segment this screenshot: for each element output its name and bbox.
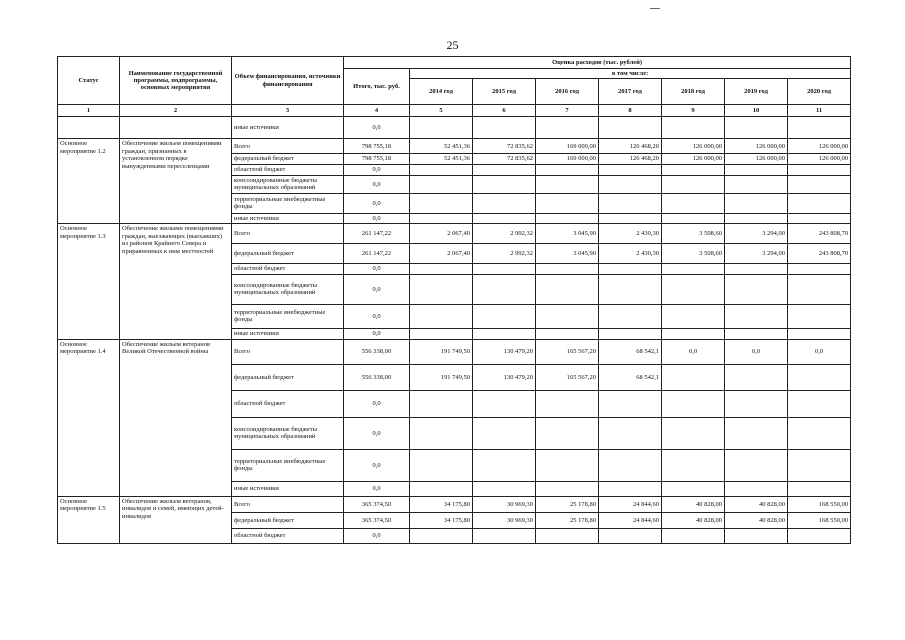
row-year-value: 30 969,30 xyxy=(473,496,536,512)
row-year-value xyxy=(599,528,662,543)
row-year-value xyxy=(473,164,536,175)
row-financing-source: территориальные внебюджетные фонды xyxy=(232,193,344,213)
header-name: Наименование государственной программы, подпрограммы, основных мероприятия xyxy=(120,57,232,105)
row-program-name: Обеспечение жилыми помещениями граждан, выезжающих (выехавших) из районов Крайнего Севера и приравненных к ним местностей xyxy=(120,224,232,339)
row-year-value: 126 000,00 xyxy=(788,139,851,154)
row-total: 0,0 xyxy=(344,390,410,417)
row-program-name: Обеспечение жильем ветеранов, инвалидов и семей, имеющих детей-инвалидов xyxy=(120,496,232,543)
row-year-value xyxy=(599,274,662,304)
row-total: 365 374,50 xyxy=(344,512,410,528)
row-year-value xyxy=(473,417,536,449)
scan-mark xyxy=(650,8,660,9)
row-year-value: 130 479,20 xyxy=(473,364,536,390)
row-total: 0,0 xyxy=(344,117,410,139)
row-year-value: 68 542,1 xyxy=(599,364,662,390)
row-year-value xyxy=(473,449,536,481)
row-year-value xyxy=(725,274,788,304)
row-year-value xyxy=(599,328,662,339)
column-number: 4 xyxy=(344,105,410,117)
row-financing-source: Всего xyxy=(232,139,344,154)
row-financing-source: Всего xyxy=(232,224,344,244)
row-year-value xyxy=(788,264,851,274)
row-year-value xyxy=(788,364,851,390)
row-year-value: 126 468,20 xyxy=(599,154,662,164)
row-year-value xyxy=(725,175,788,193)
row-year-value: 2 992,32 xyxy=(473,224,536,244)
row-total: 0,0 xyxy=(344,274,410,304)
row-status: Основное мероприятие 1.2 xyxy=(58,139,120,224)
row-year-value: 25 178,80 xyxy=(536,496,599,512)
row-year-value: 40 828,00 xyxy=(725,512,788,528)
row-year-value: 126 000,00 xyxy=(788,154,851,164)
header-including: в том числе: xyxy=(410,69,851,79)
row-financing-source: иные источники xyxy=(232,328,344,339)
row-financing-source: областной бюджет xyxy=(232,390,344,417)
row-year-value xyxy=(410,193,473,213)
row-year-value xyxy=(473,304,536,328)
row-year-value xyxy=(410,528,473,543)
row-year-value: 25 178,80 xyxy=(536,512,599,528)
row-year-value xyxy=(725,117,788,139)
row-year-value xyxy=(725,481,788,496)
row-year-value xyxy=(788,328,851,339)
row-year-value xyxy=(662,274,725,304)
row-financing-source: областной бюджет xyxy=(232,528,344,543)
row-year-value xyxy=(788,449,851,481)
row-year-value xyxy=(599,264,662,274)
row-financing-source: консолидированные бюджеты муниципальных образований xyxy=(232,274,344,304)
row-year-value xyxy=(788,274,851,304)
header-estimate: Оценка расходов (тыс. рублей) xyxy=(344,57,851,69)
row-year-value xyxy=(473,175,536,193)
header-source: Объем финансирования, источники финансирования xyxy=(232,57,344,105)
row-year-value: 3 508,60 xyxy=(662,224,725,244)
row-year-value xyxy=(788,304,851,328)
row-year-value: 130 479,20 xyxy=(473,339,536,364)
row-total: 0,0 xyxy=(344,449,410,481)
row-year-value xyxy=(725,449,788,481)
row-year-value: 169 000,00 xyxy=(536,139,599,154)
row-total: 0,0 xyxy=(344,528,410,543)
row-year-value xyxy=(662,417,725,449)
header-year: 2014 год xyxy=(410,79,473,105)
column-number: 7 xyxy=(536,105,599,117)
row-year-value xyxy=(410,213,473,223)
row-year-value xyxy=(599,193,662,213)
row-program-name: Обеспечение жильем помещениями граждан, признанных в установленном порядке вынужденными переселенцами xyxy=(120,139,232,224)
row-year-value xyxy=(662,364,725,390)
row-year-value xyxy=(536,213,599,223)
header-year: 2018 год xyxy=(662,79,725,105)
row-financing-source: областной бюджет xyxy=(232,164,344,175)
column-number: 2 xyxy=(120,105,232,117)
row-financing-source: областной бюджет xyxy=(232,264,344,274)
row-year-value xyxy=(788,417,851,449)
row-year-value: 52 451,36 xyxy=(410,139,473,154)
row-year-value xyxy=(536,417,599,449)
row-year-value: 3 294,00 xyxy=(725,244,788,264)
row-year-value: 2 992,32 xyxy=(473,244,536,264)
column-number: 10 xyxy=(725,105,788,117)
row-year-value xyxy=(599,164,662,175)
row-year-value: 40 828,00 xyxy=(725,496,788,512)
row-status: Основное мероприятие 1.3 xyxy=(58,224,120,339)
row-year-value xyxy=(536,390,599,417)
row-year-value xyxy=(662,449,725,481)
row-year-value xyxy=(725,193,788,213)
row-year-value xyxy=(599,175,662,193)
row-year-value xyxy=(473,528,536,543)
row-year-value xyxy=(725,264,788,274)
row-year-value xyxy=(662,117,725,139)
row-year-value xyxy=(599,449,662,481)
row-year-value xyxy=(788,528,851,543)
row-year-value: 0,0 xyxy=(662,339,725,364)
row-year-value xyxy=(473,481,536,496)
row-year-value: 126 000,00 xyxy=(662,154,725,164)
row-total: 261 147,22 xyxy=(344,244,410,264)
row-year-value: 30 969,30 xyxy=(473,512,536,528)
row-year-value: 168 550,00 xyxy=(788,512,851,528)
row-year-value xyxy=(536,117,599,139)
row-financing-source: территориальные внебюджетные фонды xyxy=(232,449,344,481)
row-year-value xyxy=(410,390,473,417)
row-year-value: 34 175,80 xyxy=(410,496,473,512)
row-year-value xyxy=(662,481,725,496)
table-row xyxy=(58,496,851,512)
row-year-value: 169 000,00 xyxy=(536,154,599,164)
row-year-value: 72 835,62 xyxy=(473,139,536,154)
row-year-value: 168 550,00 xyxy=(788,496,851,512)
row-program-name xyxy=(120,117,232,139)
table-row xyxy=(58,117,851,139)
row-year-value xyxy=(473,390,536,417)
header-year: 2016 год xyxy=(536,79,599,105)
row-total: 0,0 xyxy=(344,481,410,496)
row-year-value xyxy=(788,390,851,417)
row-year-value: 126 000,00 xyxy=(725,139,788,154)
row-year-value xyxy=(536,193,599,213)
row-year-value: 68 542,1 xyxy=(599,339,662,364)
row-year-value xyxy=(725,164,788,175)
row-year-value xyxy=(599,481,662,496)
row-year-value: 165 567,20 xyxy=(536,339,599,364)
row-year-value: 72 835,62 xyxy=(473,154,536,164)
page-number: 25 xyxy=(446,38,459,52)
row-year-value xyxy=(662,304,725,328)
header-status: Статус xyxy=(58,57,120,105)
row-year-value xyxy=(536,274,599,304)
row-year-value xyxy=(410,175,473,193)
row-total: 0,0 xyxy=(344,328,410,339)
header-year: 2017 год xyxy=(599,79,662,105)
row-year-value: 2 067,40 xyxy=(410,224,473,244)
row-year-value xyxy=(662,528,725,543)
row-year-value xyxy=(410,481,473,496)
row-year-value xyxy=(410,274,473,304)
column-number: 3 xyxy=(232,105,344,117)
row-year-value xyxy=(536,328,599,339)
row-year-value xyxy=(473,274,536,304)
row-total: 0,0 xyxy=(344,264,410,274)
row-year-value xyxy=(536,481,599,496)
row-year-value xyxy=(662,193,725,213)
row-year-value xyxy=(473,193,536,213)
row-financing-source: федеральный бюджет xyxy=(232,244,344,264)
row-year-value: 24 844,60 xyxy=(599,512,662,528)
row-year-value xyxy=(725,213,788,223)
row-year-value xyxy=(788,164,851,175)
row-year-value xyxy=(410,449,473,481)
row-financing-source: федеральный бюджет xyxy=(232,154,344,164)
row-financing-source: консолидированные бюджеты муниципальных образований xyxy=(232,175,344,193)
row-year-value: 34 175,80 xyxy=(410,512,473,528)
column-number: 1 xyxy=(58,105,120,117)
row-year-value xyxy=(599,213,662,223)
row-year-value: 126 000,00 xyxy=(725,154,788,164)
row-total: 556 338,00 xyxy=(344,339,410,364)
row-financing-source: территориальные внебюджетные фонды xyxy=(232,304,344,328)
row-status: Основное мероприятие 1.5 xyxy=(58,496,120,543)
row-year-value: 0,0 xyxy=(725,339,788,364)
row-year-value xyxy=(662,175,725,193)
row-year-value xyxy=(536,304,599,328)
row-year-value xyxy=(536,449,599,481)
row-year-value xyxy=(599,117,662,139)
column-number: 6 xyxy=(473,105,536,117)
row-total: 0,0 xyxy=(344,417,410,449)
row-year-value xyxy=(788,117,851,139)
row-financing-source: иные источники xyxy=(232,481,344,496)
row-year-value xyxy=(473,328,536,339)
row-year-value xyxy=(725,328,788,339)
financing-table xyxy=(57,56,851,544)
row-year-value: 2 430,30 xyxy=(599,244,662,264)
row-total: 798 755,18 xyxy=(344,154,410,164)
row-year-value: 243 808,70 xyxy=(788,244,851,264)
row-year-value xyxy=(410,328,473,339)
row-total: 261 147,22 xyxy=(344,224,410,244)
row-year-value xyxy=(788,193,851,213)
row-year-value: 126 468,20 xyxy=(599,139,662,154)
header-year: 2020 год xyxy=(788,79,851,105)
row-financing-source: консолидированные бюджеты муниципальных образований xyxy=(232,417,344,449)
row-year-value xyxy=(473,117,536,139)
column-number: 5 xyxy=(410,105,473,117)
row-year-value xyxy=(473,264,536,274)
header-year: 2019 год xyxy=(725,79,788,105)
row-year-value xyxy=(725,364,788,390)
row-year-value xyxy=(599,417,662,449)
row-year-value xyxy=(662,328,725,339)
row-total: 0,0 xyxy=(344,213,410,223)
row-status: Основное мероприятие 1.4 xyxy=(58,339,120,496)
row-total: 556 338,00 xyxy=(344,364,410,390)
row-year-value xyxy=(788,213,851,223)
row-total: 0,0 xyxy=(344,175,410,193)
row-year-value: 52 451,36 xyxy=(410,154,473,164)
row-year-value xyxy=(536,175,599,193)
row-year-value xyxy=(725,390,788,417)
row-year-value xyxy=(473,213,536,223)
row-year-value xyxy=(662,264,725,274)
row-financing-source: Всего xyxy=(232,496,344,512)
column-number: 9 xyxy=(662,105,725,117)
row-status xyxy=(58,117,120,139)
row-total: 798 755,18 xyxy=(344,139,410,154)
row-year-value xyxy=(662,164,725,175)
row-year-value xyxy=(410,164,473,175)
row-year-value xyxy=(788,175,851,193)
row-year-value: 243 808,70 xyxy=(788,224,851,244)
header-total: Итого, тыс. руб. xyxy=(344,69,410,105)
column-number: 8 xyxy=(599,105,662,117)
row-year-value xyxy=(662,213,725,223)
row-year-value xyxy=(599,390,662,417)
row-total: 0,0 xyxy=(344,304,410,328)
row-year-value: 126 000,00 xyxy=(662,139,725,154)
row-program-name: Обеспечение жильем ветеранов Великой Отечественной войны xyxy=(120,339,232,496)
row-financing-source: федеральный бюджет xyxy=(232,512,344,528)
row-year-value xyxy=(536,528,599,543)
row-financing-source: иные источники xyxy=(232,213,344,223)
row-year-value xyxy=(725,304,788,328)
row-year-value xyxy=(788,481,851,496)
row-year-value: 3 045,90 xyxy=(536,224,599,244)
row-year-value: 24 844,60 xyxy=(599,496,662,512)
row-year-value: 165 567,20 xyxy=(536,364,599,390)
table-row xyxy=(58,139,851,154)
row-year-value xyxy=(599,304,662,328)
row-year-value xyxy=(410,117,473,139)
table-row xyxy=(58,339,851,364)
row-year-value xyxy=(410,264,473,274)
row-financing-source: Всего xyxy=(232,339,344,364)
row-year-value: 2 430,30 xyxy=(599,224,662,244)
row-year-value: 191 749,50 xyxy=(410,364,473,390)
row-year-value: 40 828,00 xyxy=(662,512,725,528)
row-year-value: 191 749,50 xyxy=(410,339,473,364)
row-financing-source: федеральный бюджет xyxy=(232,364,344,390)
row-year-value: 3 045,90 xyxy=(536,244,599,264)
row-year-value xyxy=(410,304,473,328)
header-year: 2015 год xyxy=(473,79,536,105)
row-year-value xyxy=(662,390,725,417)
row-year-value xyxy=(536,164,599,175)
row-year-value: 3 508,60 xyxy=(662,244,725,264)
row-year-value: 2 067,40 xyxy=(410,244,473,264)
row-total: 0,0 xyxy=(344,193,410,213)
row-year-value xyxy=(536,264,599,274)
row-year-value: 3 294,00 xyxy=(725,224,788,244)
column-number: 11 xyxy=(788,105,851,117)
row-year-value xyxy=(725,528,788,543)
row-financing-source: иные источники xyxy=(232,117,344,139)
row-year-value xyxy=(410,417,473,449)
row-year-value xyxy=(725,417,788,449)
row-year-value: 40 828,00 xyxy=(662,496,725,512)
row-total: 0,0 xyxy=(344,164,410,175)
row-total: 365 374,50 xyxy=(344,496,410,512)
row-year-value: 0,0 xyxy=(788,339,851,364)
table-row xyxy=(58,224,851,244)
